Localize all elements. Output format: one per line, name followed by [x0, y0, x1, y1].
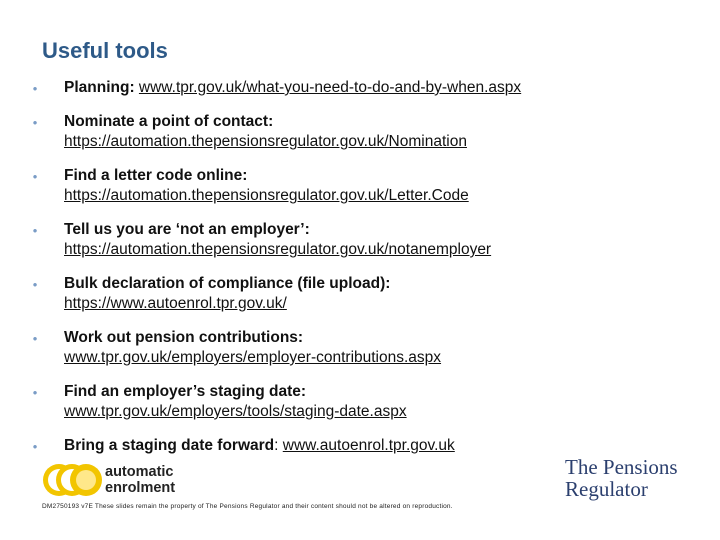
item-link[interactable]: https://automation.thepensionsregulator.gov.uk/Nomination — [64, 133, 467, 150]
bullet-icon: • — [32, 277, 38, 292]
item-link[interactable]: https://automation.thepensionsregulator.gov.uk/notanemployer — [64, 241, 492, 258]
bullet-icon: • — [32, 439, 38, 454]
bullet-icon: • — [32, 331, 38, 346]
list-item — [30, 274, 700, 314]
rings-icon — [42, 462, 104, 498]
item-link[interactable]: https://www.autoenrol.tpr.gov.uk/ — [64, 295, 287, 312]
item-label: Find a letter code online: — [64, 167, 248, 184]
item-label: Planning: — [64, 79, 135, 96]
bullet-icon: • — [32, 385, 38, 400]
item-link[interactable]: www.tpr.gov.uk/what-you-need-to-do-and-by-when.aspx — [138, 79, 522, 96]
item-link[interactable]: www.tpr.gov.uk/employers/employer-contributions.aspx — [64, 349, 442, 366]
item-link[interactable]: www.autoenrol.tpr.gov.uk — [282, 437, 455, 454]
item-label: Tell us you are ‘not an employer’: — [64, 221, 310, 238]
bullet-icon: • — [32, 115, 38, 130]
list-item — [30, 166, 700, 206]
list-item — [30, 328, 700, 368]
item-label: Bulk declaration of compliance (file upload): — [64, 275, 391, 292]
logo-wordmark: automatic enrolment — [105, 464, 176, 496]
item-label: Bring a staging date forward — [64, 437, 275, 454]
list-item — [30, 436, 700, 456]
pensions-regulator-logo: The Pensions Regulator — [565, 455, 678, 501]
item-label: Work out pension contributions: — [64, 329, 304, 346]
tools-list — [30, 78, 700, 470]
list-item — [30, 220, 700, 260]
footer-disclaimer: DM2750193 v7E These slides remain the property of The Pensions Regulator and their content should not be altered on reproduction. — [42, 503, 453, 510]
bullet-icon: • — [32, 223, 38, 238]
slide-title: Useful tools — [42, 38, 168, 63]
item-label: Nominate a point of contact: — [64, 113, 274, 130]
item-link[interactable]: www.tpr.gov.uk/employers/tools/staging-date.aspx — [64, 403, 407, 420]
automatic-enrolment-logo — [42, 462, 192, 498]
bullet-icon: • — [32, 169, 38, 184]
item-link[interactable]: https://automation.thepensionsregulator.gov.uk/Letter.Code — [64, 187, 469, 204]
list-item — [30, 78, 700, 98]
list-item — [30, 382, 700, 422]
item-separator: : — [274, 437, 283, 454]
bullet-icon: • — [32, 81, 38, 96]
item-label: Find an employer’s staging date: — [64, 383, 307, 400]
list-item — [30, 112, 700, 152]
